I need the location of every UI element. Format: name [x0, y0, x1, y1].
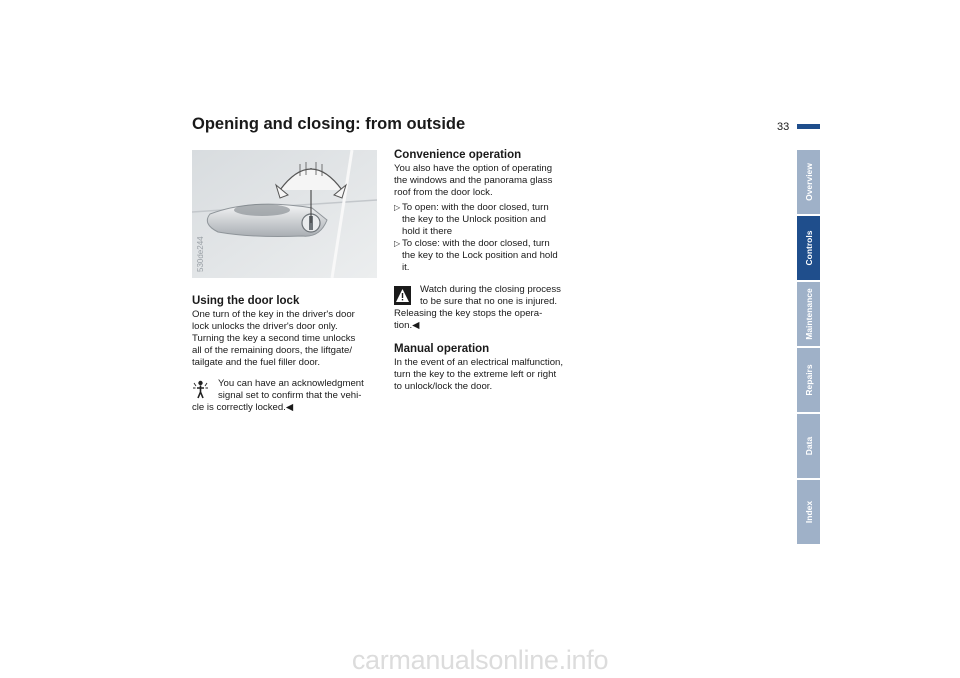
warning-line: tion.◀	[394, 320, 420, 331]
bullet-line: To open: with the door closed, turn	[402, 202, 549, 213]
tab-controls[interactable]	[797, 216, 820, 280]
illustration-code: 530de244	[196, 236, 205, 272]
body-line: lock unlocks the driver's door only.	[192, 321, 338, 332]
tab-repairs[interactable]	[797, 348, 820, 412]
note-line: cle is correctly locked.◀	[192, 402, 294, 413]
left-column	[192, 294, 382, 414]
bullet-open	[394, 202, 594, 238]
triangle-bullet-icon: ▷	[394, 203, 401, 212]
acknowledgment-note	[192, 378, 382, 414]
bullet-line: the key to the Unlock position and	[402, 214, 546, 225]
tab-data[interactable]	[797, 414, 820, 478]
manual-line: to unlock/lock the door.	[394, 381, 493, 392]
bullet-line: the key to the Lock position and hold	[402, 250, 558, 261]
heading-using-door-lock: Using the door lock	[192, 295, 300, 307]
manual-line: In the event of an electrical malfunction,	[394, 357, 564, 368]
intro-line: roof from the door lock.	[394, 187, 493, 198]
tab-label: Overview	[803, 163, 814, 201]
warning-note	[394, 284, 594, 332]
tab-maintenance[interactable]	[797, 282, 820, 346]
bullet-line: hold it there	[402, 226, 453, 237]
warning-icon	[394, 286, 411, 305]
watermark: carmanualsonline.info	[351, 645, 609, 675]
section-tabs	[797, 150, 820, 546]
page-number-bar	[797, 124, 820, 129]
warning-line: to be sure that no one is injured.	[420, 296, 558, 307]
note-line: signal set to confirm that the vehi-	[218, 390, 362, 401]
tab-label: Repairs	[803, 364, 814, 396]
person-icon	[192, 380, 209, 399]
body-line: One turn of the key in the driver's door	[192, 309, 355, 320]
page-number: 33	[777, 121, 790, 133]
body-line: tailgate and the fuel filler door.	[192, 357, 321, 368]
tab-index[interactable]	[797, 480, 820, 544]
warning-line: Watch during the closing process	[420, 284, 561, 295]
body-line: all of the remaining doors, the liftgate/	[192, 345, 352, 356]
intro-line: You also have the option of operating	[394, 163, 553, 174]
note-line: You can have an acknowledgment	[218, 378, 364, 389]
page-title: Opening and closing: from outside	[192, 115, 466, 133]
tab-label: Controls	[803, 230, 814, 266]
tab-label: Maintenance	[803, 288, 814, 340]
warning-line: Releasing the key stops the opera-	[394, 308, 543, 319]
right-column	[394, 148, 594, 393]
tab-label: Index	[803, 500, 814, 524]
door-handle-illustration	[192, 150, 377, 278]
bullet-close	[394, 238, 594, 274]
intro-line: the windows and the panorama glass	[394, 175, 553, 186]
bullet-line: To close: with the door closed, turn	[402, 238, 550, 249]
tab-label: Data	[803, 436, 814, 456]
triangle-bullet-icon: ▷	[394, 239, 401, 248]
bullet-line: it.	[402, 262, 410, 273]
tab-overview[interactable]	[797, 150, 820, 214]
body-line: Turning the key a second time unlocks	[192, 333, 356, 344]
heading-manual-operation: Manual operation	[394, 343, 490, 355]
heading-convenience-operation: Convenience operation	[394, 149, 522, 161]
manual-line: turn the key to the extreme left or right	[394, 369, 557, 380]
